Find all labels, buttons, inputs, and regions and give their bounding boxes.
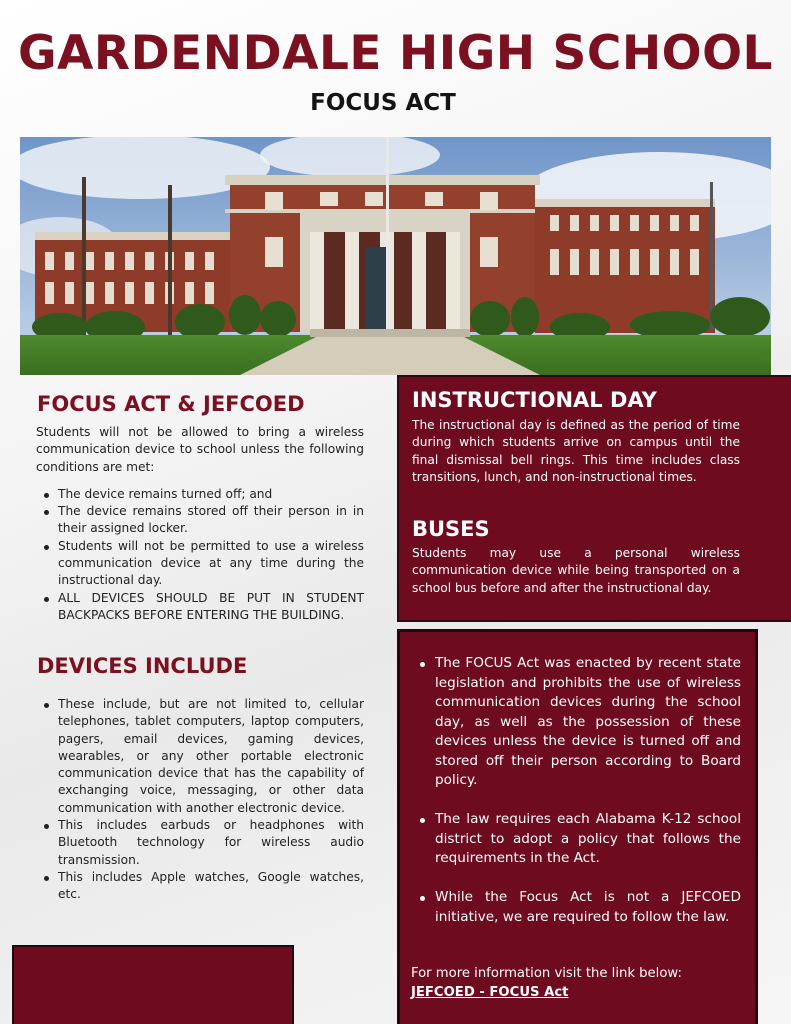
list-item: The device remains turned off; and — [36, 486, 364, 503]
conditions-list — [36, 486, 364, 624]
instructional-day-text: The instructional day is defined as the period of time during which students arrive on campus until the final dismissal bell rings. This time includes class transitions, lunch, and non-instructional times. — [412, 418, 740, 484]
instructional-day-panel — [397, 375, 791, 622]
devices-section — [36, 696, 364, 904]
list-item: This includes earbuds or headphones with Bluetooth technology for wireless audio transmission. — [36, 817, 364, 869]
list-item: This includes Apple watches, Google watches, etc. — [36, 869, 364, 904]
list-item: These include, but are not limited to, cellular telephones, tablet computers, laptop computers, pagers, email devices, gaming devices, wearables, or any other portable electronic communication device that has the capability of exchanging voice, messaging, or other data communication with another electronic device. — [36, 696, 364, 817]
focus-jefcoed-intro: Students will not be allowed to bring a wireless communication device to school unless the following conditions are met: — [36, 425, 364, 474]
focus-info-list — [411, 654, 741, 947]
list-item: While the Focus Act is not a JEFCOED initiative, we are required to follow the law. — [411, 888, 741, 927]
focus-info-panel — [397, 629, 758, 1024]
page-title: GARDENDALE HIGH SCHOOL — [17, 26, 774, 81]
list-item: ALL DEVICES SHOULD BE PUT IN STUDENT BACKPACKS BEFORE ENTERING THE BUILDING. — [36, 590, 364, 625]
devices-heading: DEVICES INCLUDE — [37, 654, 248, 678]
decorative-block — [12, 945, 294, 1024]
more-info — [411, 964, 741, 1002]
devices-list — [36, 696, 364, 904]
list-item: Students will not be permitted to use a wireless communication device at any time during the instructional day. — [36, 538, 364, 590]
instructional-day-heading: INSTRUCTIONAL DAY — [412, 388, 657, 412]
more-info-text: For more information visit the link below: — [411, 966, 682, 981]
page-subtitle: FOCUS ACT — [310, 90, 456, 116]
focus-jefcoed-heading: FOCUS ACT & JEFCOED — [37, 392, 305, 416]
jefcoed-focus-act-link[interactable]: JEFCOED - FOCUS Act — [411, 985, 569, 1000]
focus-jefcoed-section — [36, 424, 364, 624]
school-building-photo — [20, 137, 771, 375]
list-item: The device remains stored off their person in in their assigned locker. — [36, 503, 364, 538]
list-item: The FOCUS Act was enacted by recent state legislation and prohibits the use of wireless communication devices during the school day, as well as the possession of these devices unless the device is turned off and stored off their person according to Board policy. — [411, 654, 741, 791]
buses-heading: BUSES — [412, 517, 490, 541]
buses-text: Students may use a personal wireless communication device while being transported on a school bus before and after the instructional day. — [412, 546, 740, 595]
list-item: The law requires each Alabama K-12 school district to adopt a policy that follows the requirements in the Act. — [411, 810, 741, 869]
